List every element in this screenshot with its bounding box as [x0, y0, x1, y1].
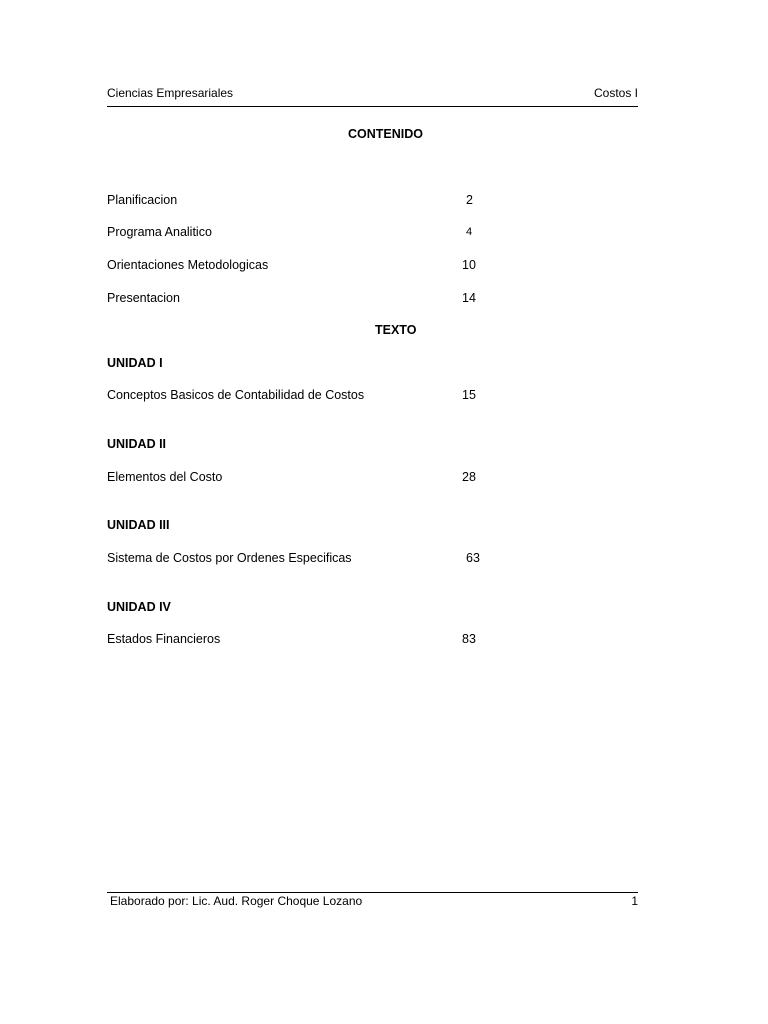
page-footer — [107, 892, 638, 913]
header-subject: Ciencias Empresariales — [107, 86, 234, 100]
unit-heading: UNIDAD III — [107, 518, 170, 532]
unit-entry-title: Estados Financieros — [107, 632, 221, 646]
toc-entry-title: Presentacion — [107, 291, 180, 305]
page-number: 1 — [631, 894, 638, 908]
unit-heading: UNIDAD II — [107, 437, 167, 451]
unit-heading: UNIDAD IV — [107, 600, 171, 614]
unit-entry-title: Elementos del Costo — [107, 470, 223, 484]
unit-entry-page: 83 — [462, 632, 476, 646]
unit-entry-page: 63 — [466, 551, 480, 565]
header-course: Costos I — [593, 86, 638, 100]
texto-heading: TEXTO — [375, 323, 417, 337]
toc-entry-title: Planificacion — [107, 193, 178, 207]
toc-entry-title: Programa Analitico — [107, 225, 212, 239]
toc-entry-page: 10 — [462, 258, 476, 272]
toc-entry-page: 2 — [466, 193, 473, 207]
toc-entry-title: Orientaciones Metodologicas — [107, 258, 269, 272]
unit-entry-page: 15 — [462, 388, 476, 402]
footer-author: Elaborado por: Lic. Aud. Roger Choque Lozano — [110, 894, 363, 908]
unit-entry-title: Conceptos Basicos de Contabilidad de Costos — [107, 388, 365, 402]
page-header — [107, 84, 638, 107]
unit-entry-page: 28 — [462, 470, 476, 484]
unit-heading: UNIDAD I — [107, 356, 163, 370]
contenido-heading: CONTENIDO — [348, 127, 423, 141]
toc-entry-page: 4 — [466, 226, 473, 238]
toc-entry-page: 14 — [462, 291, 476, 305]
unit-entry-title: Sistema de Costos por Ordenes Especificas — [107, 551, 352, 565]
